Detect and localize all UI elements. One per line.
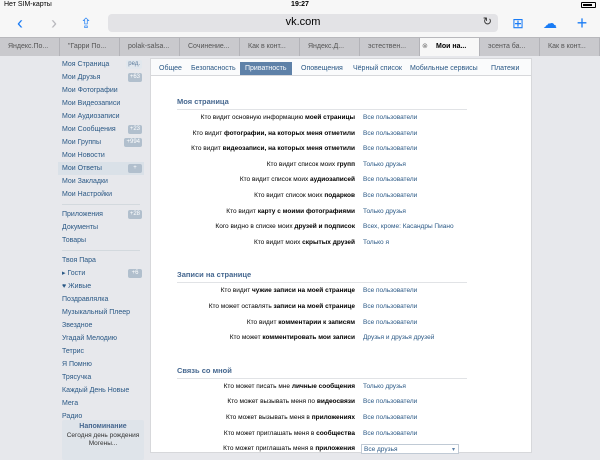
browser-tab-active[interactable]	[420, 38, 480, 56]
sidebar-item-label: Мега	[62, 400, 79, 407]
privacy-setting-label: Кто может оставлять записи на моей странице	[208, 303, 355, 310]
cloud-icon[interactable]: ☁	[543, 15, 557, 31]
sidebar-item-label: Документы	[62, 224, 99, 231]
privacy-value-link[interactable]: Все пользователи	[363, 287, 418, 295]
settings-panel	[150, 58, 532, 453]
sidebar-item[interactable]	[58, 397, 144, 410]
sidebar-item[interactable]	[58, 149, 144, 162]
counter-badge: +994	[126, 139, 140, 145]
sidebar-item[interactable]	[58, 71, 144, 84]
browser-tab[interactable]	[120, 38, 180, 56]
sidebar-item[interactable]	[58, 345, 144, 358]
sidebar-item[interactable]	[58, 188, 144, 201]
privacy-setting-label: Кто видит список моих групп	[266, 160, 355, 168]
sidebar-item[interactable]	[58, 162, 144, 175]
divider	[62, 250, 140, 251]
settings-tab[interactable]: Оповещения	[301, 65, 343, 72]
browser-tab[interactable]	[180, 38, 240, 56]
dropdown-value: Все друзья	[364, 446, 398, 454]
browser-tab[interactable]	[300, 38, 360, 56]
divider	[177, 378, 467, 379]
sidebar-item-label: Мои Ответы	[62, 165, 102, 172]
privacy-setting-label: Кто видит список моих аудиозаписей	[239, 176, 355, 184]
privacy-setting-label: Кто видит фотографии, на которых меня отметили	[192, 129, 355, 137]
counter-badge: +6	[128, 269, 142, 278]
ios-status-bar	[0, 0, 600, 10]
browser-tab[interactable]	[240, 38, 300, 56]
sidebar-item-label: Угадай Мелодию	[62, 335, 117, 342]
reminder-text: Сегодня день рождения Могены...	[66, 432, 140, 447]
tab-label: эстествен...	[368, 43, 407, 50]
sidebar-item-label: ▸ Гости	[62, 270, 86, 277]
section-title: Записи на странице	[177, 270, 252, 280]
privacy-setting-label: Кто может вызывать меня по видеосвязи	[227, 398, 355, 406]
privacy-value-link[interactable]: Только друзья	[363, 160, 406, 168]
privacy-value-link[interactable]: Все пользователи	[363, 192, 418, 199]
settings-tab[interactable]: Общее	[159, 65, 182, 72]
privacy-value-link[interactable]: Всех, кроме: Касандры Пиано	[363, 223, 454, 231]
tab-label: Мои на...	[436, 43, 467, 50]
sidebar-item-label: Мои Фотографии	[62, 87, 118, 94]
sidebar-item[interactable]	[58, 110, 144, 123]
privacy-setting-label: Кто может вызывать меня в приложениях	[225, 414, 355, 421]
sidebar-item[interactable]	[58, 58, 144, 71]
tab-label: polak-salsa...	[128, 43, 170, 50]
bookmarks-icon[interactable]: ⊞	[512, 15, 524, 31]
reminder-box[interactable]	[62, 420, 144, 460]
browser-toolbar	[0, 10, 600, 37]
sidebar-item-label: Мои Видеозаписи	[62, 100, 121, 107]
tab-label: эсента ба...	[488, 43, 526, 50]
address-bar[interactable]	[108, 14, 498, 32]
sidebar-item[interactable]	[58, 123, 144, 136]
sidebar-item-label: Твоя Пара	[62, 257, 96, 264]
privacy-value-link[interactable]: Все пользователи	[363, 129, 418, 137]
privacy-value-link[interactable]: Все пользователи	[363, 414, 418, 421]
tab-label: Яндекс.По...	[8, 43, 49, 50]
privacy-value-link[interactable]: Все пользователи	[363, 429, 418, 437]
sidebar-item-label: Моя Страница	[62, 61, 110, 68]
sidebar-menu	[58, 58, 144, 423]
tab-label: Как в конт...	[248, 43, 286, 50]
settings-tab[interactable]: Мобильные сервисы	[410, 65, 478, 72]
privacy-value-link[interactable]: Только друзья	[363, 207, 406, 215]
counter-badge: +	[128, 164, 142, 173]
privacy-setting-label: Кто может приглашать меня в приложения	[223, 445, 355, 453]
sidebar-item-label: Мои Новости	[62, 152, 105, 159]
privacy-setting-label: Кого видно в списке моих друзей и подписок	[215, 223, 355, 231]
sidebar-item[interactable]	[58, 293, 144, 306]
sidebar-item-label: Товары	[62, 237, 87, 244]
url-text: vk.com	[285, 16, 321, 28]
sidebar-item-label: Мои Аудиозаписи	[62, 113, 120, 120]
sidebar-item-label: Мои Группы	[62, 139, 101, 146]
settings-tabs	[151, 59, 531, 76]
privacy-setting-label: Кто может приглашать меня в сообщества	[223, 429, 355, 437]
privacy-dropdown[interactable]	[361, 444, 459, 454]
sidebar-item[interactable]	[58, 221, 144, 234]
sidebar-item[interactable]	[58, 306, 144, 319]
carrier-label: Нет SIM-карты	[4, 1, 52, 8]
forward-icon[interactable]: ›	[51, 13, 57, 33]
sidebar-item-label: Мои Сообщения	[62, 126, 116, 133]
privacy-setting-label: Кто видит моих скрытых друзей	[253, 238, 355, 246]
sidebar-item-label: Мои Друзья	[62, 74, 101, 81]
counter-badge: +23	[129, 126, 140, 132]
tab-label: Яндекс.Д...	[308, 43, 345, 50]
counter-badge: +28	[129, 211, 140, 217]
browser-tab[interactable]	[60, 38, 120, 56]
counter-badge: +63	[129, 74, 140, 80]
back-icon[interactable]: ‹	[17, 13, 23, 33]
sidebar-item[interactable]	[58, 371, 144, 384]
clock: 19:27	[291, 1, 309, 8]
reminder-title: Напоминание	[79, 423, 127, 430]
chevron-down-icon: ▾	[451, 447, 455, 454]
privacy-setting-label: Кто может комментировать мои записи	[229, 334, 355, 342]
settings-tab[interactable]: Приватность	[240, 62, 292, 75]
sidebar-item-label: Радио	[62, 413, 83, 420]
sidebar-item[interactable]	[58, 358, 144, 371]
privacy-setting-label: Кто видит основную информацию моей страницы	[200, 114, 355, 121]
counter-badge: ред.	[128, 61, 140, 67]
privacy-setting-label: Кто видит карту с моими фотографиями	[226, 207, 355, 215]
sidebar-item[interactable]	[58, 136, 144, 149]
sidebar-item[interactable]	[58, 332, 144, 345]
tab-label: "Гарри По...	[68, 43, 107, 50]
reload-icon[interactable]: ↻	[482, 16, 492, 28]
share-icon[interactable]: ⇪	[80, 15, 92, 31]
vk-page	[0, 56, 600, 454]
privacy-setting-label: Кто видит видеозаписи, на которых меня отметили	[191, 145, 355, 153]
sidebar-item-label: Тетрис	[62, 348, 85, 355]
privacy-value-link[interactable]: Все пользователи	[363, 114, 418, 121]
sidebar-item-label: Каждый День Новые	[62, 387, 130, 394]
tab-bar	[0, 37, 600, 56]
new-tab-icon[interactable]: +	[576, 13, 588, 33]
close-tab-icon[interactable]: ⊗	[422, 43, 428, 50]
privacy-setting-label: Кто видит чужие записи на моей странице	[220, 287, 355, 295]
divider	[62, 204, 140, 205]
sidebar-item-label: Приложения	[62, 211, 103, 218]
tab-label: Сочинение...	[188, 43, 230, 50]
section-title: Связь со мной	[177, 365, 232, 375]
sidebar-item[interactable]	[58, 208, 144, 221]
sidebar-item[interactable]	[58, 319, 144, 332]
browser-tab[interactable]	[540, 38, 600, 56]
settings-tab[interactable]: Безопасность	[191, 65, 236, 72]
sidebar-item-label: Музыкальный Плеер	[62, 309, 131, 316]
sidebar-item-label: Трясучка	[62, 374, 92, 381]
privacy-setting-label: Кто может писать мне личные сообщения	[223, 382, 355, 390]
battery-icon	[581, 2, 596, 8]
sidebar-item[interactable]	[58, 97, 144, 110]
privacy-value-link[interactable]: Только я	[363, 238, 389, 246]
sidebar-item[interactable]	[58, 384, 144, 397]
divider	[177, 109, 467, 110]
privacy-value-link[interactable]: Друзья и друзья друзей	[363, 334, 435, 342]
browser-tab[interactable]	[480, 38, 540, 56]
sidebar-item-label: Поздравлялка	[62, 296, 109, 303]
tab-label: Как в конт...	[548, 43, 586, 50]
privacy-value-link[interactable]: Все пользователи	[363, 145, 418, 153]
sidebar-item[interactable]	[58, 234, 144, 247]
sidebar-item-label: Мои Настройки	[62, 191, 112, 198]
sidebar-item[interactable]	[58, 84, 144, 97]
privacy-setting-label: Кто видит комментарии к записям	[246, 318, 355, 326]
sidebar-item[interactable]	[58, 267, 144, 280]
browser-tab[interactable]	[0, 38, 60, 56]
browser-tab[interactable]	[360, 38, 420, 56]
sidebar-item-label: Мои Закладки	[62, 178, 108, 185]
privacy-setting-label: Кто видит список моих подарков	[254, 192, 355, 199]
privacy-value-link[interactable]: Все пользователи	[363, 303, 418, 310]
settings-tab[interactable]: Чёрный список	[353, 65, 402, 72]
sidebar-item[interactable]	[58, 175, 144, 188]
settings-tab[interactable]: Платежи	[491, 65, 520, 72]
sidebar-item[interactable]	[58, 280, 144, 293]
section-title: Моя страница	[177, 97, 229, 106]
privacy-value-link[interactable]: Все пользователи	[363, 398, 418, 406]
divider	[177, 282, 467, 283]
privacy-value-link[interactable]: Только друзья	[363, 382, 406, 390]
privacy-value-link[interactable]: Все пользователи	[363, 318, 418, 326]
sidebar-item-label: Я Помню	[62, 361, 92, 368]
privacy-value-link[interactable]: Все пользователи	[363, 176, 418, 184]
sidebar-item-label: Звездное	[62, 322, 93, 329]
sidebar-item-label: ♥ Живые	[62, 283, 92, 290]
sidebar-item[interactable]	[58, 254, 144, 267]
